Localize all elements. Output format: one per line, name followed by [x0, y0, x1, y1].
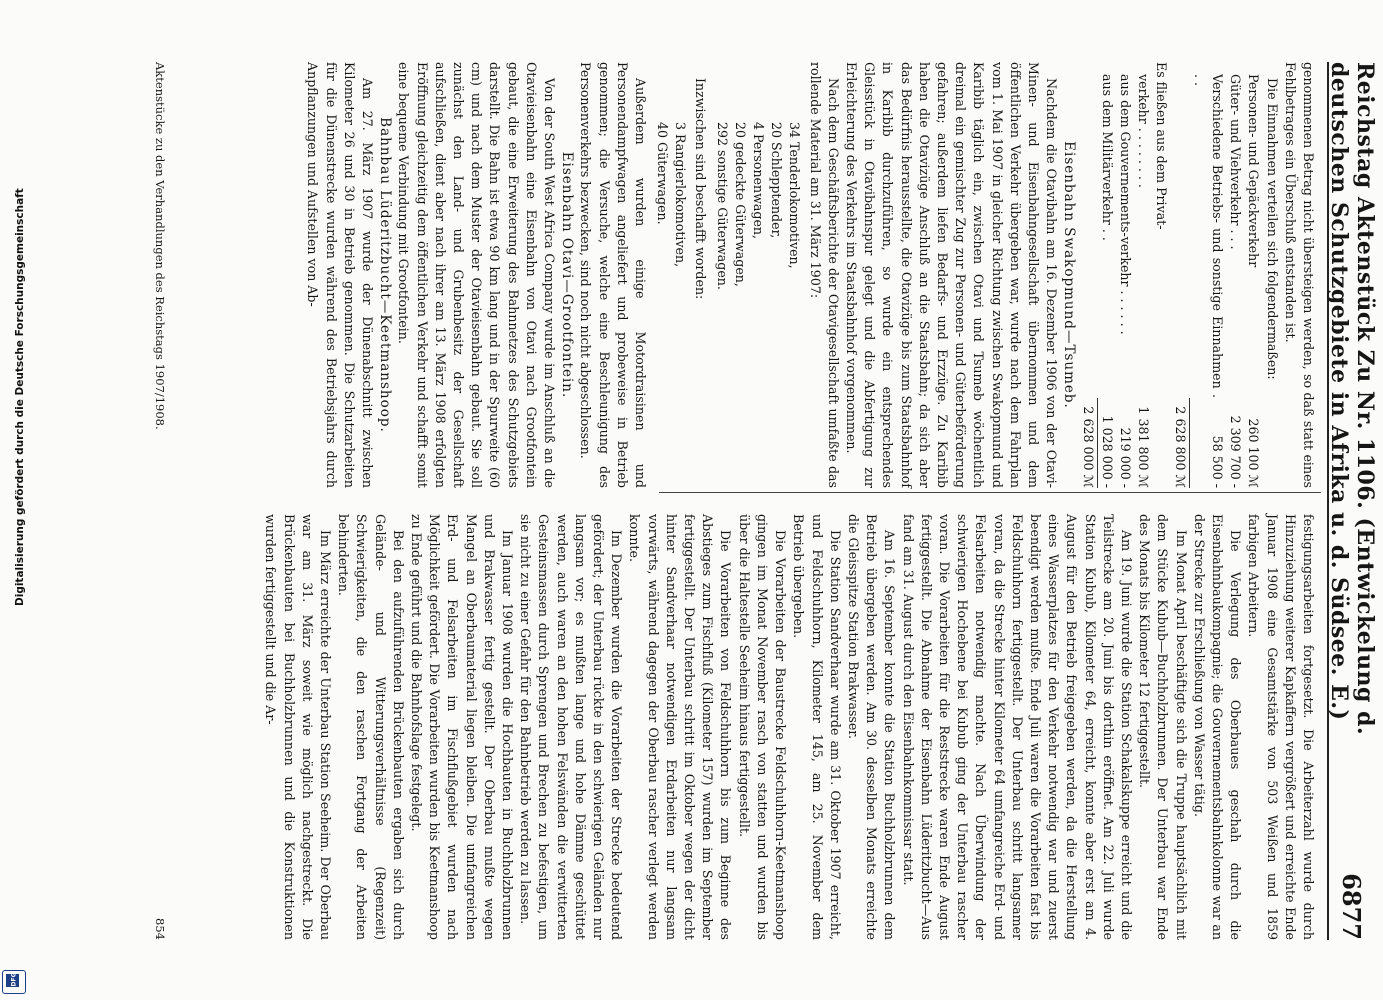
- list-item: 40 Güterwagen.: [655, 122, 671, 225]
- paragraph: Im Dezember wurden die Vorarbeiten der Strecke bedeutend gefördert; der Unterbau rückte in den schwierigen Geländen nur langsam vor; es mußten lange und hohe Dämme geschüttet werden, auch waren an den hohen Felswänden die verwitterten Gesteinsmassen durch Sprengen und Brechen zu befestigen, um sie nicht zu einer Gefahr für den Bahnbetrieb werden zu lassen.: [518, 514, 625, 940]
- list-item: 292 sonstige Güterwagen.: [715, 122, 731, 290]
- paragraph: Inzwischen sind beschafft worden:: [693, 78, 709, 300]
- dfg-logo: [2, 970, 26, 994]
- right-column: [261, 514, 1317, 940]
- paragraph: Im März erreichte der Unterbau Station Seeheim. Der Oberbau war am 31. März soweit wie möglich nachgestreckt. Die Brückenbauten bei Buchholzbrunnen und die Konstruktionen wurden fertiggestellt und die Ar-: [263, 514, 334, 940]
- flow-amount: 1 028 000 -: [1099, 415, 1115, 488]
- list-item: 34 Tenderlokomotiven,: [787, 122, 803, 269]
- paragraph: Die Vorarbeiten von Feldschuhhorn bis zum Beginne des Abstieges zum Fischfluß (Kilometer 157) wurden im September fertiggestellt. Der Unterbau schritt im Oktober wegen der dicht hinter Sandverhaar notwendigen Erdarbeiten nur langsam vorwärts, während dagegen der Oberbau rascher verlegt werden konnte.: [627, 514, 734, 940]
- flow-label: aus dem Militärverkehr . .: [1099, 74, 1115, 241]
- income-amount: 260 100 ℳ: [1246, 418, 1262, 488]
- income-row: [1226, 62, 1244, 488]
- sidebar-credit: [0, 0, 26, 1000]
- paragraph: Am 27. März 1907 wurde der Dünenabschnitt zwischen Kilometer 26 und 30 in Betrieb genommen. Die Schutzarbeiten für die Dünenstrecke wurden während des Betriebsjahrs durch Anpflanzungen und Aufstellen von Ab-: [305, 62, 376, 488]
- income-total-row: [1170, 62, 1189, 488]
- acquired-list: [653, 122, 689, 488]
- paragraph: Die Vorarbeiten der Baustrecke Feldschuhhorn-Keetmanshoop gingen im Monat November rasch von statten und wurden bis über die Haltestelle Seeheim hinaus fertiggestellt.: [736, 514, 789, 940]
- section-title: Eisenbahn Otavi—Grootfontein.: [559, 151, 576, 399]
- flow-table: [1078, 62, 1152, 488]
- flow-amount: 1 381 800 ℳ: [1136, 406, 1152, 488]
- footer-source: Aktenstücke zu den Verhandlungen des Reichstags 1907/1908.: [153, 62, 167, 430]
- paragraph: Am 19. Juni wurde die Station Schakalskuppe erreicht und die Teilstrecke am 20. Juni bis dorthin eröffnet. Am 22. Juli wurde Station Kubub, Kilometer 64, erreicht, konnte aber erst am 4. August für den Betrieb freigegeben werden, da die Herstellung eines Wasserplatzes für den Verkehr notwendig war und zuerst beendigt werden mußte. Ende Juli waren die Vorarbeiten fast bis Feldschuhhorn fertiggestellt. Der Unterbau schritt langsamer voran, da die Strecke hinter Kilometer 64 umfangreiche Erd- und Felsarbeiten notwendig machte. Nach Überwindung der schwierigen Hochebene bei Kubub ging der Unterbau rascher voran. Die Vorarbeiten für die Reststrecke waren Ende August fertiggestellt. Die Abnahme der Eisenbahn Lüderitzbucht—Aus fand am 31. August durch den Eisenbahnkommissar statt.: [900, 514, 1134, 940]
- income-amount: 58 500 -: [1209, 435, 1225, 488]
- income-amount: 2 309 700 -: [1228, 415, 1244, 488]
- list-item: 4 Personenwagen,: [751, 122, 767, 240]
- list-item: 3 Rangierlokomotiven,: [673, 122, 689, 268]
- page-footer: [153, 62, 167, 940]
- flow-total-row: [1078, 62, 1097, 488]
- paragraph: Die Verlegung des Oberbaues geschah durch die Eisenbahnbaukompagnie; die Gouvernementsbahnkolonne war an der Strecke zur Erschließung von Wasser tätig.: [1191, 514, 1244, 940]
- page-title: Reichstag Aktenstück Zu Nr. 1106. (Entwickelung d. deutschen Schutzgebiete in Afrika u. d. Südsee. E.): [1326, 62, 1378, 736]
- paragraph: Am 16. September konnte die Station Buchholzbrunnen dem Betrieb übergeben werden. Am 30. desselben Monats erreichte die Gleisspitze Station Brakwasser.: [845, 514, 898, 940]
- paragraph: Es fließen aus dem Privat-: [1154, 62, 1170, 230]
- income-table: [1170, 62, 1262, 488]
- rolling-stock-list: [713, 122, 803, 488]
- income-row: [1190, 62, 1226, 488]
- section-title: Eisenbahn Swakopmund—Tsumeb.: [1061, 141, 1078, 409]
- income-label: Personen- und Gepäckverkehr: [1246, 74, 1262, 268]
- paragraph: Nach dem Geschäftsberichte der Otavigesellschaft umfaßte das rollende Material am 31. März 1907:: [807, 62, 841, 488]
- paragraph: Die Einnahmen verteilen sich folgendermaßen:: [1264, 78, 1280, 380]
- dfg-logo-text: DFG: [10, 972, 18, 987]
- page-number: 6877: [1337, 873, 1367, 940]
- paragraph: Außerdem wurden einige Motordraisinen und Personendampfwagen angeliefert und probeweise in Betrieb genommen; die Versuche, welche eine Beschleunigung des Personenverkehrs bezwecken, sind noch nicht abgeschlossen.: [578, 62, 649, 488]
- dfg-credit-text: Digitalisierung gefördert durch die Deutsche Forschungsgemeinschaft: [14, 188, 26, 606]
- flow-row: [1098, 62, 1116, 488]
- flow-row: [1116, 62, 1134, 488]
- column-divider: [659, 492, 1321, 493]
- list-item: 20 Schlepptender,: [769, 122, 785, 239]
- income-row: [1244, 62, 1262, 488]
- paragraph: Bei den aufzuführenden Brückenbauten ergaben sich durch Gelände- und Witterungsverhältnisse (Regenzeit) Schwierigkeiten, die den raschen Fortgang der Arbeiten behinderten.: [336, 514, 406, 940]
- page-header: [1326, 62, 1378, 940]
- paragraph: Die Station Sandverhaar wurde am 31. Oktober 1907 erreicht, und Feldschuhhorn, Kilometer 145, am 25. November dem Betrieb übergeben.: [791, 514, 843, 940]
- rotated-document-sheet: [83, 0, 1383, 1000]
- flow-row: [1134, 62, 1152, 488]
- paragraph: Im Januar 1908 wurden die Hochbauten in Buchholzbrunnen und Brakwasser fertig gestellt. Der Oberbau mußte wegen Mangel an Oberbaumaterial liegen bleiben. Die umfangreichen Erd- und Felsarbeiten im Fischflußgebiet wurden nach Möglichkeit gefördert. Die Vorarbeiten wurden bis Keetmanshoop zu Ende geführt und die Bahnhofslage festgelegt.: [409, 514, 516, 940]
- income-label: Güter- und Viehverkehr . . .: [1228, 74, 1244, 250]
- paragraph: Von der South West Africa Company wurde im Anschluß an die Otavieisenbahn eine Eisenbahn von Otavi nach Grootfontein gebaut, die eine Erweiterung des Bahnnetzes des Schutzgebiets darstellt. Die Bahn ist etwa 90 km lang und in der Spurweite (60 cm) und nach dem Muster der Otavieisenbahn gebaut. Sie soll zunächst den Land- und Grubenbesitz der Gesellschaft aufschließen, dient aber nach ihrer am 13. März 1908 erfolgten Eröffnung gleichzeitig dem öffentlichen Verkehr und schafft somit eine bequeme Verbindung mit Grootfontein.: [396, 62, 558, 488]
- paragraph: Nachdem die Otavibahn am 16. Dezember 1906 von der Otavi-Minen- und Eisenbahngesellschaft übernommen und dem öffentlichen Verkehr übergeben war, wurde nach dem Fahrplan vom 1. Mai 1907 in gleicher Richtung zwischen Swakopmund und Karibib täglich ein, zwischen Otavi und Tsumeb wöchentlich dreimal ein gemischter Zug zur Personen- und Güterbeförderung gefahren; außerdem liefen Bedarfs- und Erzzüge. Zu Karibib haben die Otavizüge Anschluß an die Staatsbahn; da sich aber das Bedürfnis herausstellte, die Otavizüge bis zum Staatsbahnhof in Karibib durchzuführen, so wurde ein entsprechendes Gleisstück in Otavibahnspur gelegt und die Abfertigung zur Erleichterung des Verkehrs im Staatsbahnhof vorgenommen.: [843, 62, 1060, 488]
- list-item: 20 gedeckte Güterwagen,: [733, 122, 749, 287]
- flow-total: 2 628 000 ℳ: [1078, 398, 1097, 488]
- income-label: Verschiedene Betriebs- und sonstige Einnahmen . . .: [1191, 74, 1225, 398]
- section-title: Bahnbau Lüderitzbucht—Keetmanshoop.: [377, 117, 394, 433]
- flow-label: aus dem Gouvernements-verkehr . . . . . .: [1117, 74, 1133, 335]
- paragraph: genommenen Betrag nicht übersteigen werden, so daß statt eines Fehlbetrages ein Überschuß entstanden ist.: [1282, 62, 1316, 488]
- flow-amount: 219 000 -: [1117, 427, 1133, 488]
- paragraph: festigungsarbeiten fortgesetzt. Die Arbeiterzahl wurde durch Hinzuziehung weiterer Kapkaffern vergrößert und erreichte Ende Januar 1908 eine Gesamtstärke von 503 Weißen und 1859 farbigen Arbeitern.: [1246, 514, 1316, 940]
- paragraph: Im Monat April beschäftigte sich die Truppe hauptsächlich mit dem Stücke Kubub—Buchholzbrunnen. Der Unterbau war Ende des Monats bis Kilometer 12 fertiggestellt.: [1137, 514, 1189, 940]
- income-total: 2 628 800 ℳ: [1170, 398, 1189, 488]
- left-column: [303, 62, 1317, 488]
- flow-label: verkehr . . . . . . . .: [1136, 74, 1152, 188]
- footer-page-number: 854: [153, 918, 167, 940]
